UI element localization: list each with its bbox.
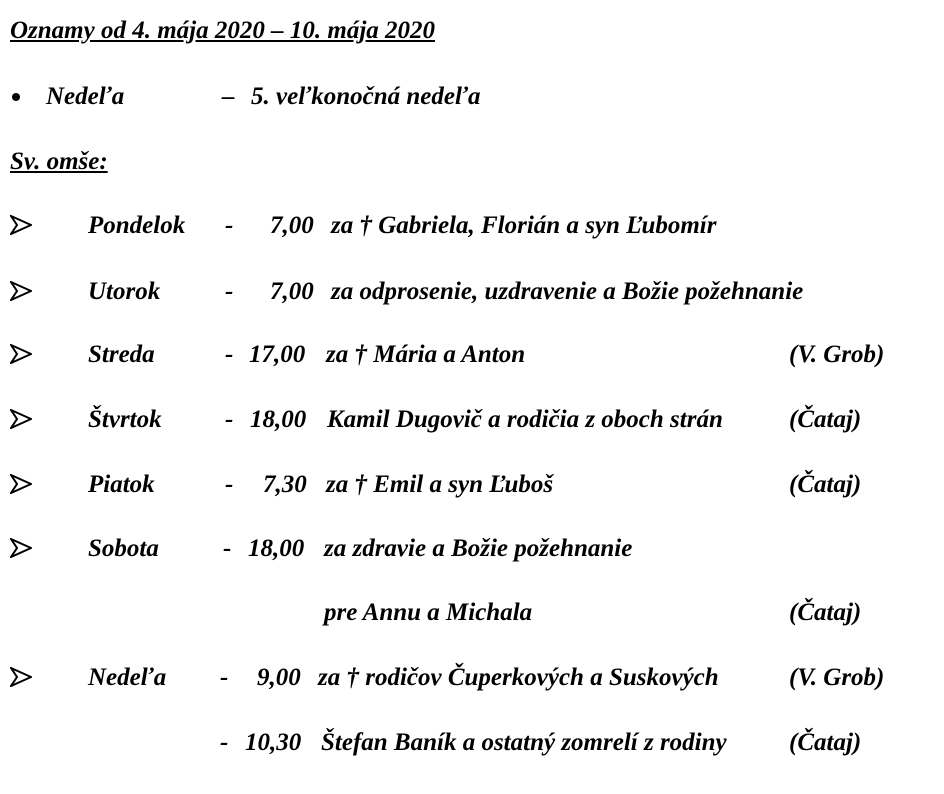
mass-place: (Čataj): [789, 729, 862, 756]
arrow-bullet-icon: [10, 344, 32, 364]
mass-intention: za † Mária a Anton: [326, 341, 526, 368]
mass-intention: pre Annu a Michala: [324, 599, 533, 626]
mass-time: 18,00: [250, 406, 307, 433]
mass-intention: za zdravie a Božie požehnanie: [324, 535, 633, 562]
mass-time: 17,00: [249, 341, 306, 368]
arrow-bullet-icon: [10, 474, 32, 494]
sunday-note: [0, 77, 944, 117]
mass-row-continuation: [0, 593, 944, 633]
mass-intention: Kamil Dugovič a rodičia z oboch strán: [327, 406, 723, 433]
masses-heading: Sv. omše:: [10, 148, 108, 175]
arrow-bullet-icon: [10, 409, 32, 429]
sunday-note-day: Nedeľa: [46, 83, 125, 110]
mass-place: (V. Grob): [789, 341, 885, 368]
mass-row: [0, 400, 944, 440]
mass-place: (Čataj): [789, 406, 862, 433]
mass-place: (Čataj): [789, 471, 862, 498]
arrow-bullet-icon: [10, 215, 32, 235]
mass-time: 7,00: [270, 278, 314, 305]
mass-place: (Čataj): [789, 599, 862, 626]
mass-dash: -: [225, 212, 234, 239]
mass-dash: -: [223, 535, 232, 562]
mass-day: Utorok: [88, 278, 161, 305]
mass-place: (V. Grob): [789, 664, 885, 691]
mass-dash: -: [220, 729, 229, 756]
mass-day: Pondelok: [88, 212, 186, 239]
mass-day: Streda: [88, 341, 155, 368]
mass-intention: Štefan Baník a ostatný zomrelí z rodiny: [321, 729, 727, 756]
mass-intention: za † Emil a syn Ľuboš: [326, 471, 554, 498]
mass-day: Sobota: [88, 535, 159, 562]
mass-dash: -: [225, 406, 234, 433]
mass-row: [0, 529, 944, 569]
mass-row: [0, 465, 944, 505]
sunday-note-text: 5. veľkonočná nedeľa: [251, 83, 481, 110]
arrow-bullet-icon: [10, 538, 32, 558]
mass-day: Štvrtok: [88, 406, 162, 433]
mass-dash: -: [225, 471, 234, 498]
mass-day: Piatok: [88, 471, 155, 498]
mass-row: [0, 272, 944, 312]
mass-dash: -: [225, 278, 234, 305]
mass-dash: -: [220, 664, 229, 691]
mass-row-continuation: [0, 723, 944, 763]
arrow-bullet-icon: [10, 667, 32, 687]
mass-time: 9,00: [257, 664, 301, 691]
bullet-icon: [12, 93, 20, 101]
mass-time: 10,30: [245, 729, 302, 756]
mass-dash: -: [225, 341, 234, 368]
mass-row: [0, 658, 944, 698]
page-title: Oznamy od 4. mája 2020 – 10. mája 2020: [10, 17, 436, 44]
mass-intention: za † Gabriela, Florián a syn Ľubomír: [331, 212, 717, 239]
mass-time: 7,00: [270, 212, 314, 239]
mass-intention: za † rodičov Čuperkových a Suskových: [318, 664, 719, 691]
mass-time: 18,00: [248, 535, 305, 562]
mass-time: 7,30: [263, 471, 307, 498]
mass-day: Nedeľa: [88, 664, 167, 691]
mass-intention: za odprosenie, uzdravenie a Božie požehnanie: [331, 278, 804, 305]
mass-row: [0, 206, 944, 246]
arrow-bullet-icon: [10, 281, 32, 301]
mass-row: [0, 335, 944, 375]
sunday-note-dash: –: [222, 83, 235, 110]
